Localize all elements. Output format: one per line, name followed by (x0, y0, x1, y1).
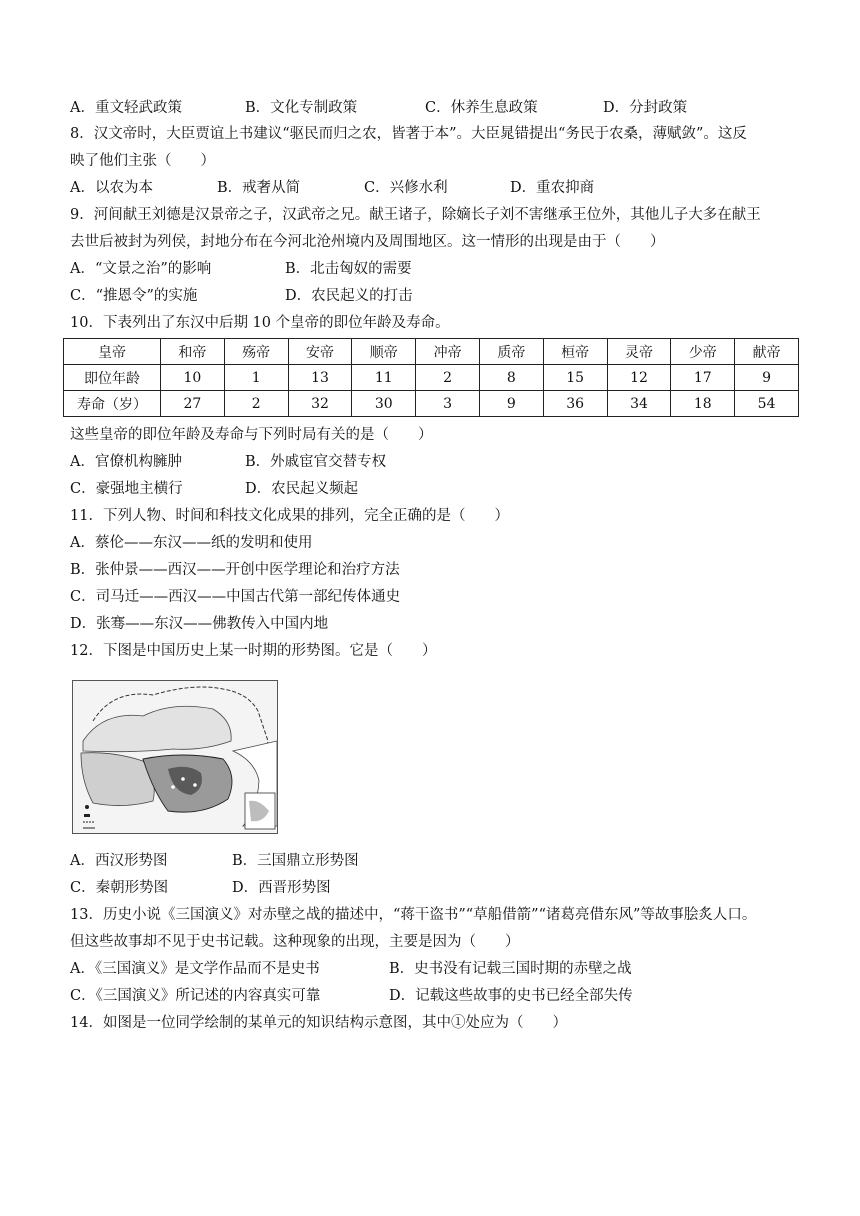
table-cell: 12 (607, 365, 671, 391)
table-cell: 顺帝 (352, 339, 416, 365)
q11-option-d: D．张骞——东汉——佛教传入中国内地 (70, 616, 329, 632)
q10-option-a: A．官僚机构臃肿 (70, 454, 182, 470)
table-cell: 34 (607, 391, 671, 417)
historical-map (72, 680, 278, 834)
table-cell: 11 (352, 365, 416, 391)
table-cell: 18 (671, 391, 735, 417)
q7-option-d: D．分封政策 (603, 100, 688, 116)
table-cell: 15 (543, 365, 607, 391)
table-cell: 30 (352, 391, 416, 417)
q10-option-c: C．豪强地主横行 (70, 481, 183, 497)
table-row-lifespan (64, 391, 799, 417)
table-cell: 灵帝 (607, 339, 671, 365)
q9-option-b: B．北击匈奴的需要 (285, 261, 412, 277)
q11-option-c: C．司马迁——西汉——中国古代第一部纪传体通史 (70, 589, 401, 605)
q13-option-c: C．《三国演义》所记述的内容真实可靠 (70, 988, 321, 1004)
q7-option-b: B．文化专制政策 (245, 100, 358, 116)
table-cell: 54 (735, 391, 799, 417)
q10-option-b: B．外戚宦官交替专权 (245, 454, 387, 470)
table-cell: 3 (416, 391, 480, 417)
q8-option-b: B．戒奢从简 (217, 180, 301, 196)
q8-option-d: D．重农抑商 (510, 180, 595, 196)
table-cell: 2 (224, 391, 288, 417)
q7-option-a: A．重文轻武政策 (70, 100, 182, 116)
table-cell: 1 (224, 365, 288, 391)
q12-option-b: B．三国鼎立形势图 (232, 853, 359, 869)
q12-option-c: C．秦朝形势图 (70, 880, 169, 896)
q9-option-a: A．“文景之治”的影响 (70, 261, 212, 277)
row-label-emperor: 皇帝 (64, 339, 161, 365)
table-cell: 质帝 (479, 339, 543, 365)
q8-stem-line1: 8．汉文帝时，大臣贾谊上书建议“驱民而归之农，皆著于本”。大臣晁错提出“务民于农桑，薄赋敛”。这反 (70, 126, 747, 142)
q13-option-b: B．史书没有记载三国时期的赤壁之战 (389, 961, 632, 977)
table-cell: 17 (671, 365, 735, 391)
table-cell: 和帝 (161, 339, 225, 365)
q11-option-a: A．蔡伦——东汉——纸的发明和使用 (70, 535, 313, 551)
row-label-age: 即位年龄 (64, 365, 161, 391)
q11-option-b: B．张仲景——西汉——开创中医学理论和治疗方法 (70, 562, 400, 578)
q8-stem-line2: 映了他们主张（ ） (70, 153, 215, 169)
q13-stem-line1: 13．历史小说《三国演义》对赤壁之战的描述中，“蒋干盗书”“草船借箭”“诸葛亮借东风”等故事脍炙人口。 (70, 907, 757, 923)
q13-option-a: A．《三国演义》是文学作品而不是史书 (70, 961, 320, 977)
reign-table (63, 338, 799, 417)
table-cell: 献帝 (735, 339, 799, 365)
q8-option-a: A．以农为本 (70, 180, 153, 196)
table-cell: 少帝 (671, 339, 735, 365)
table-cell: 32 (288, 391, 352, 417)
table-cell: 9 (479, 391, 543, 417)
table-cell: 安帝 (288, 339, 352, 365)
table-cell: 殇帝 (224, 339, 288, 365)
table-cell: 8 (479, 365, 543, 391)
q9-stem-line2: 去世后被封为列侯，封地分布在今河北沧州境内及周围地区。这一情形的出现是由于（ ） (70, 234, 665, 250)
q12-option-a: A．西汉形势图 (70, 853, 168, 869)
q14-stem: 14．如图是一位同学绘制的某单元的知识结构示意图，其中①处应为（ ） (70, 1015, 567, 1031)
table-cell: 冲帝 (416, 339, 480, 365)
table-cell: 27 (161, 391, 225, 417)
q8-option-c: C．兴修水利 (364, 180, 448, 196)
table-row-emperor (64, 339, 799, 365)
q9-stem-line1: 9．河间献王刘德是汉景帝之子，汉武帝之兄。献王诸子，除嫡长子刘不害继承王位外，其他儿子大多在献王 (70, 207, 761, 223)
table-row-age (64, 365, 799, 391)
table-cell: 桓帝 (543, 339, 607, 365)
table-cell: 2 (416, 365, 480, 391)
q12-option-d: D．西晋形势图 (232, 880, 331, 896)
q9-option-d: D．农民起义的打击 (285, 288, 413, 304)
q10-question: 这些皇帝的即位年龄及寿命与下列时局有关的是（ ） (70, 427, 433, 443)
q13-option-d: D．记载这些故事的史书已经全部失传 (389, 988, 633, 1004)
q7-option-c: C．休养生息政策 (425, 100, 538, 116)
map-illustration (73, 681, 277, 833)
row-label-lifespan: 寿命（岁） (64, 391, 161, 417)
q10-option-d: D．农民起义频起 (245, 481, 359, 497)
q12-stem: 12．下图是中国历史上某一时期的形势图。它是（ ） (70, 643, 437, 659)
table-cell: 36 (543, 391, 607, 417)
q10-stem: 10．下表列出了东汉中后期 10 个皇帝的即位年龄及寿命。 (70, 315, 450, 331)
q9-option-c: C．“推恩令”的实施 (70, 288, 198, 304)
table-cell: 13 (288, 365, 352, 391)
q11-stem: 11．下列人物、时间和科技文化成果的排列，完全正确的是（ ） (70, 508, 509, 524)
table-cell: 10 (161, 365, 225, 391)
q13-stem-line2: 但这些故事却不见于史书记载。这种现象的出现，主要是因为（ ） (70, 934, 520, 950)
table-cell: 9 (735, 365, 799, 391)
